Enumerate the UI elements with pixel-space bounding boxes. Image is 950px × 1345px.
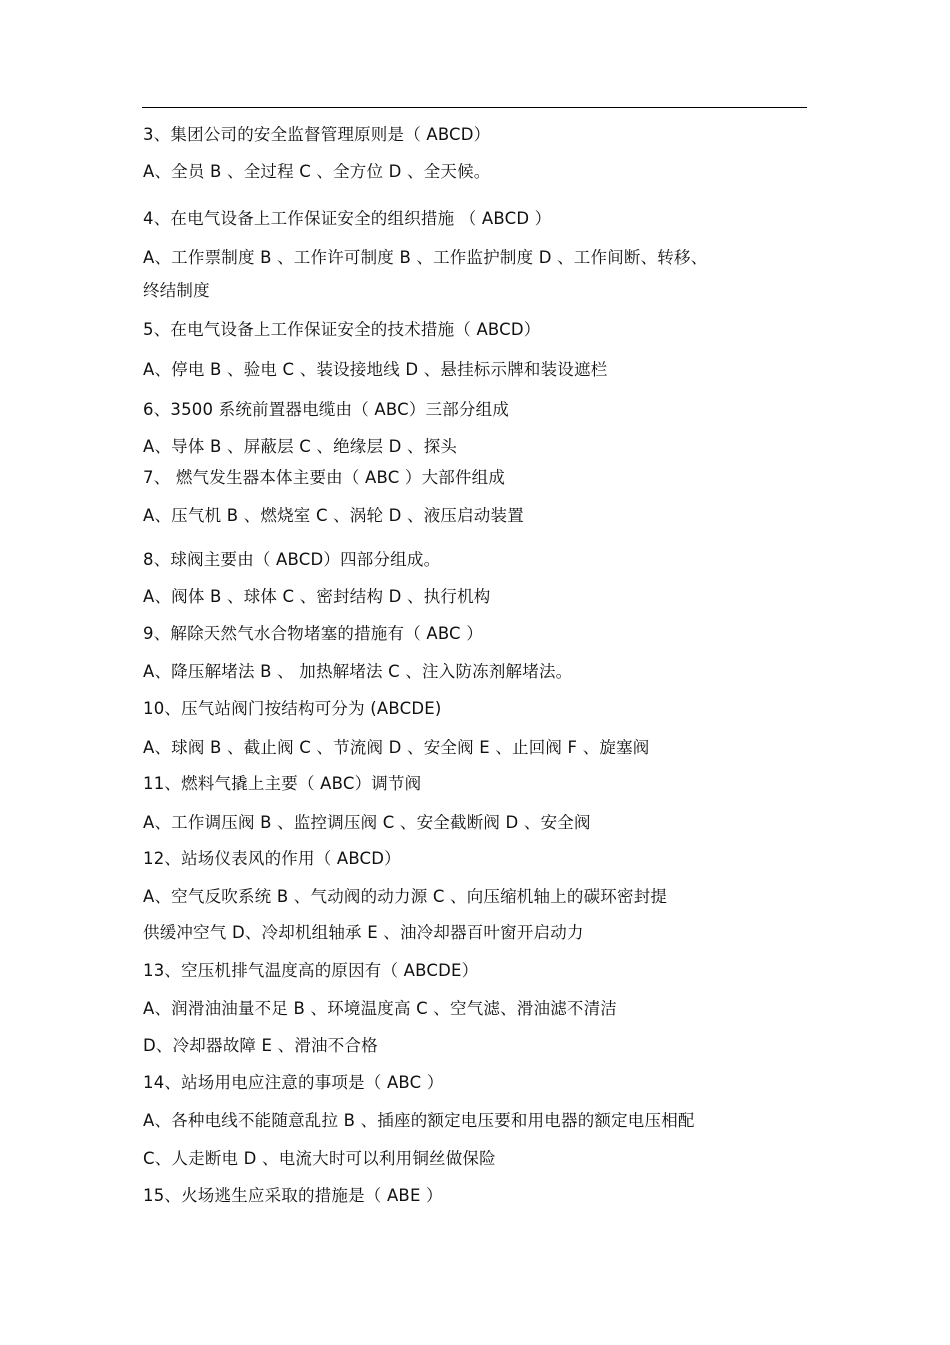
header-rule <box>142 107 807 108</box>
options-9: A、降压解堵法 B 、 加热解堵法 C 、注入防冻剂解堵法。 <box>143 662 573 681</box>
options-14: A、各种电线不能随意乱拉 B 、插座的额定电压要和用电器的额定电压相配 <box>143 1111 695 1130</box>
options-6: A、导体 B 、屏蔽层 C 、绝缘层 D 、探头 <box>143 437 458 456</box>
question-6: 6、3500 系统前置器电缆由（ ABC）三部分组成 <box>143 400 510 419</box>
options-4-cont: 终结制度 <box>143 281 210 300</box>
question-11: 11、燃料气撬上主要（ ABC）调节阀 <box>143 774 422 793</box>
question-15: 15、火场逃生应采取的措施是（ ABE ） <box>143 1186 443 1205</box>
question-3: 3、集团公司的安全监督管理原则是（ ABCD） <box>143 125 491 144</box>
options-13-cont: D、冷却器故障 E 、滑油不合格 <box>143 1036 378 1055</box>
question-8: 8、球阀主要由（ ABCD）四部分组成。 <box>143 550 441 569</box>
options-5: A、停电 B 、验电 C 、装设接地线 D 、悬挂标示牌和装设遮栏 <box>143 360 608 379</box>
question-10: 10、压气站阀门按结构可分为 (ABCDE) <box>143 699 442 718</box>
options-7: A、压气机 B 、燃烧室 C 、涡轮 D 、液压启动装置 <box>143 506 524 525</box>
options-4: A、工作票制度 B 、工作许可制度 B 、工作监护制度 D 、工作间断、转移、 <box>143 248 708 267</box>
options-10: A、球阀 B 、截止阀 C 、节流阀 D 、安全阀 E 、止回阀 F 、旋塞阀 <box>143 738 650 757</box>
options-14-cont: C、人走断电 D 、电流大时可以利用铜丝做保险 <box>143 1149 496 1168</box>
question-4: 4、在电气设备上工作保证安全的组织措施 （ ABCD ） <box>143 209 552 228</box>
options-11: A、工作调压阀 B 、监控调压阀 C 、安全截断阀 D 、安全阀 <box>143 813 591 832</box>
question-9: 9、解除天然气水合物堵塞的措施有（ ABC ） <box>143 624 483 643</box>
question-13: 13、空压机排气温度高的原因有（ ABCDE） <box>143 961 479 980</box>
question-7: 7、 燃气发生器本体主要由（ ABC ）大部件组成 <box>143 468 506 487</box>
question-14: 14、站场用电应注意的事项是（ ABC ） <box>143 1073 444 1092</box>
options-12-cont: 供缓冲空气 D、冷却机组轴承 E 、油冷却器百叶窗开启动力 <box>143 923 584 942</box>
question-5: 5、在电气设备上工作保证安全的技术措施（ ABCD） <box>143 320 541 339</box>
options-8: A、阀体 B 、球体 C 、密封结构 D 、执行机构 <box>143 587 491 606</box>
options-13: A、润滑油油量不足 B 、环境温度高 C 、空气滤、滑油滤不清洁 <box>143 999 618 1018</box>
question-12: 12、站场仪表风的作用（ ABCD） <box>143 849 401 868</box>
options-12: A、空气反吹系统 B 、气动阀的动力源 C 、向压缩机轴上的碳环密封提 <box>143 887 668 906</box>
options-3: A、全员 B 、全过程 C 、全方位 D 、全天候。 <box>143 162 491 181</box>
